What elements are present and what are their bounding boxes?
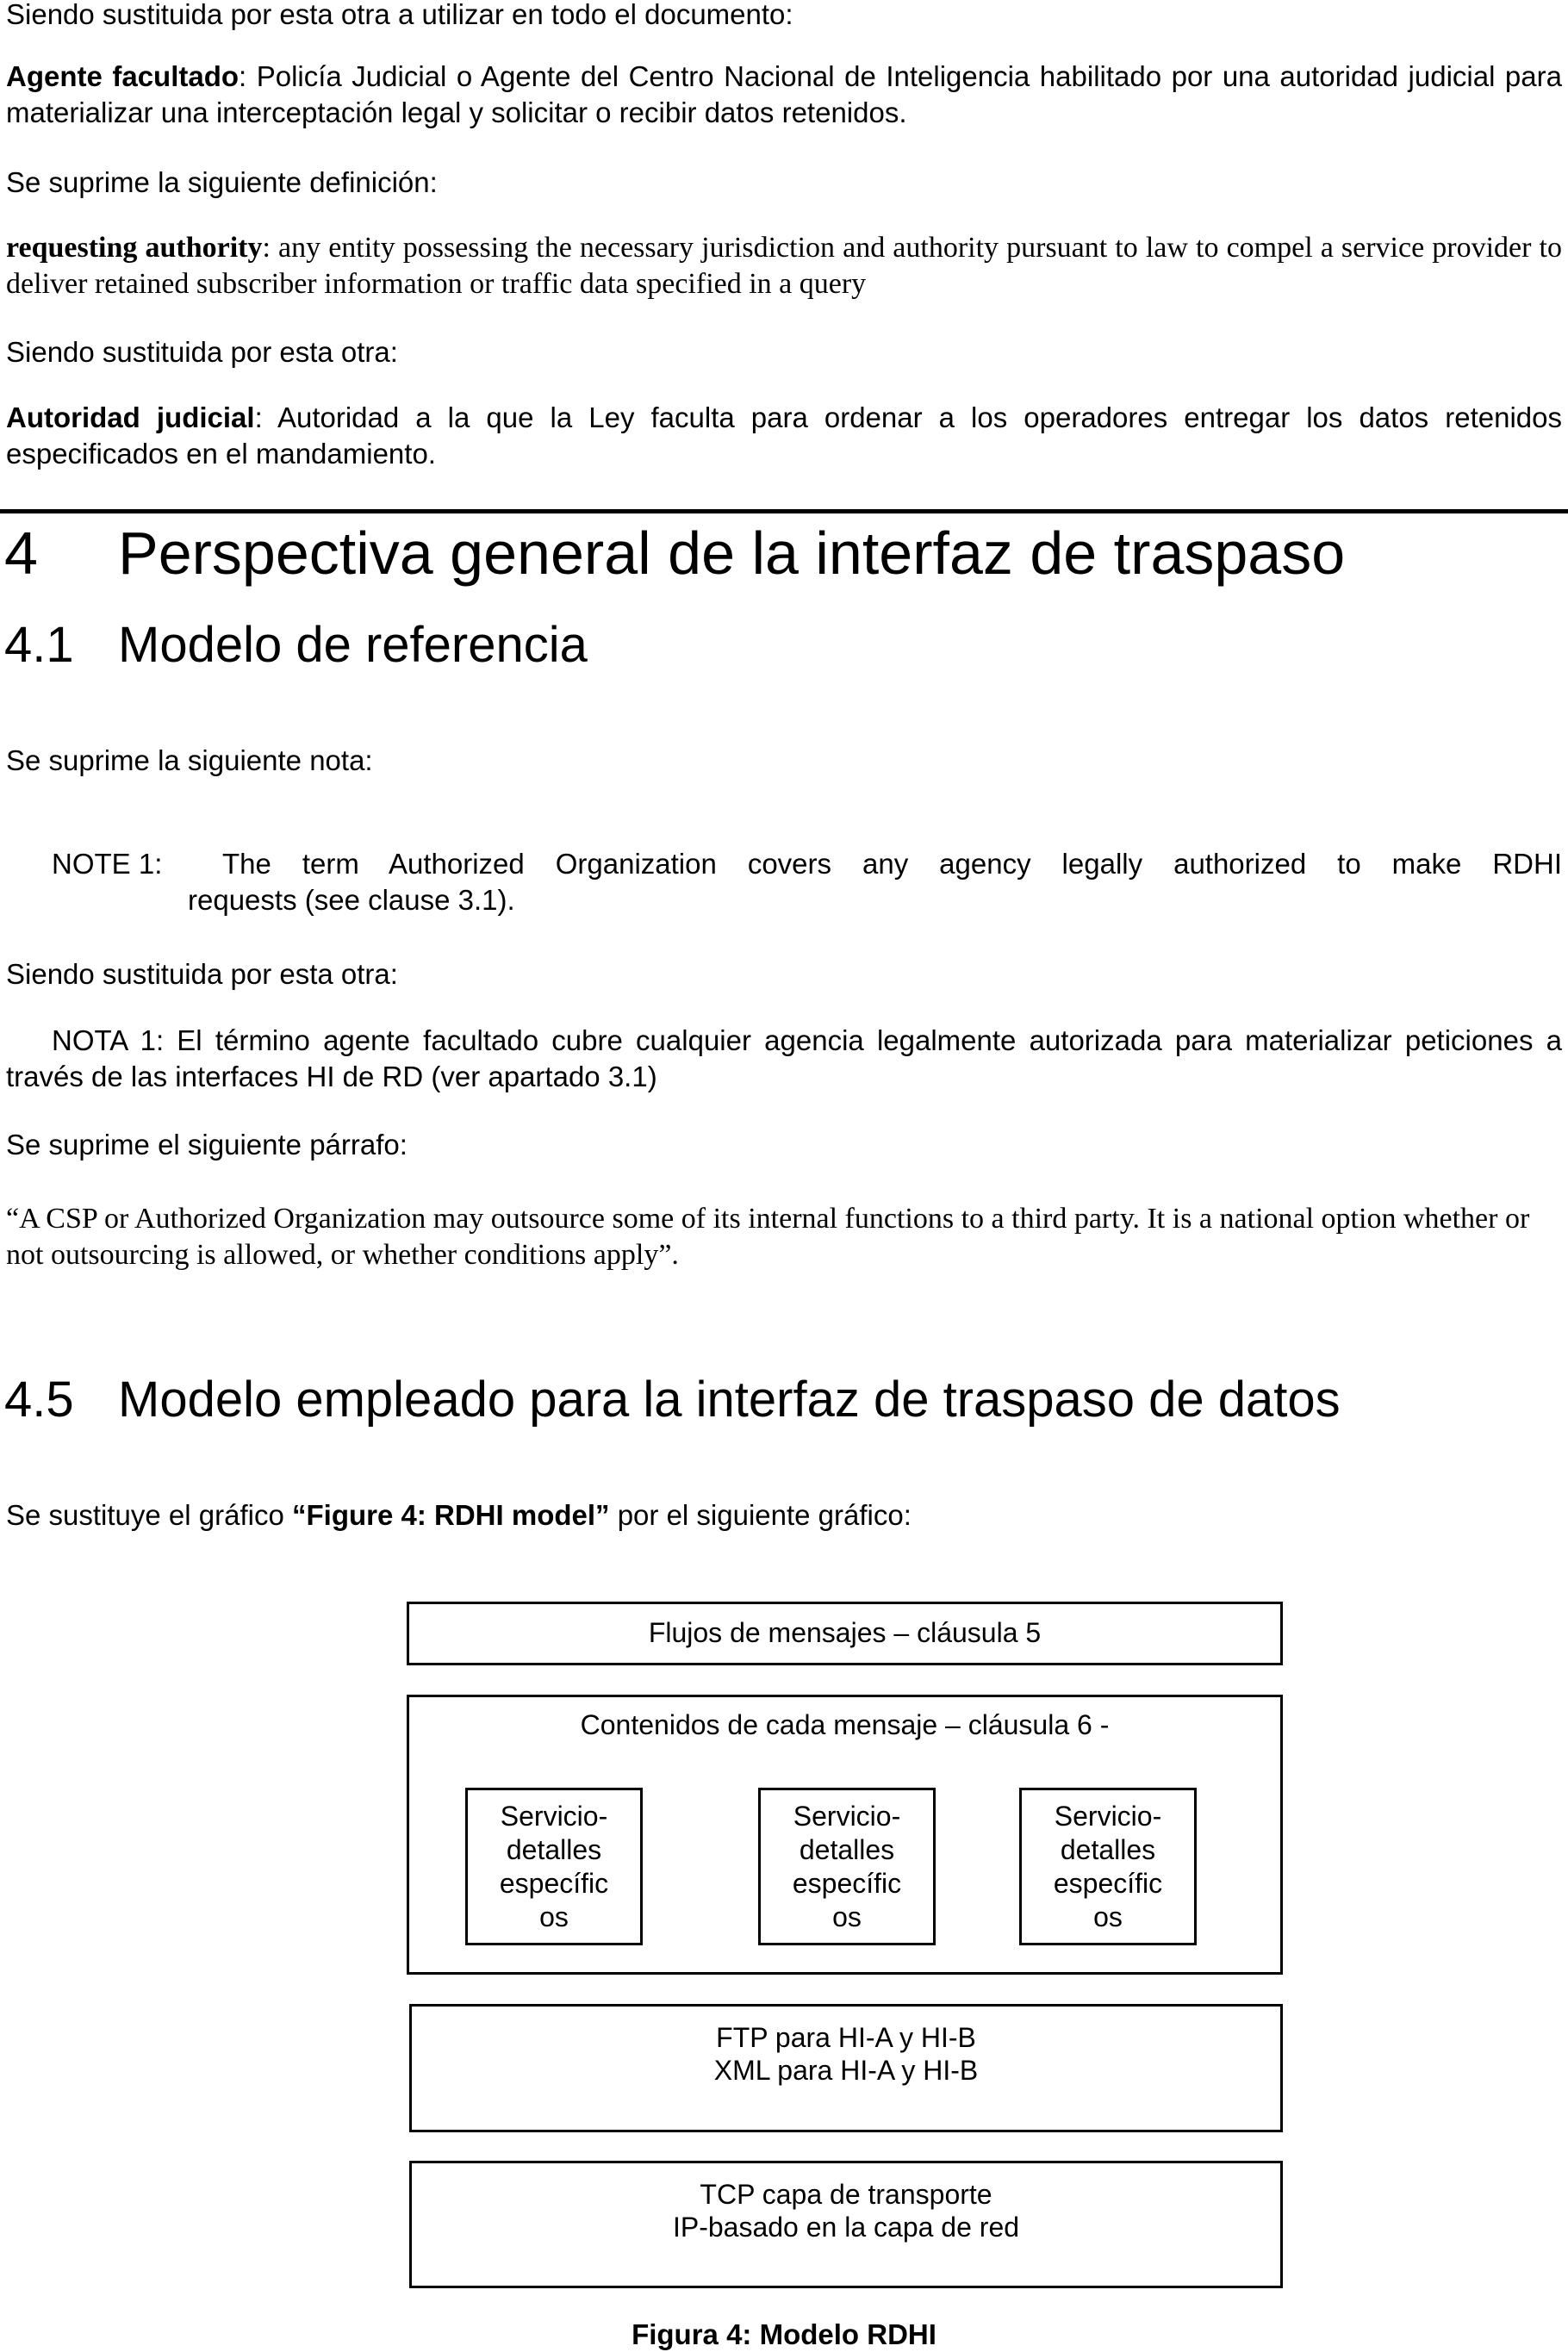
nota-1-paragraph: NOTA 1: El término agente facultado cubre cualquier agencia legalmente autorizada para materializar peticiones a través de las interfaces HI de RD (ver apartado 3.1): [6, 1024, 1562, 1092]
subbox-line: detalles: [506, 1833, 602, 1865]
diagram-subbox-service-details-2: [758, 1788, 936, 1945]
diagram-box-line: XML para HI-A y HI-B: [713, 2055, 979, 2086]
section-rule: [0, 509, 1568, 513]
diagram-subbox-service-details-3: [1019, 1788, 1197, 1945]
suprime-definicion-line: Se suprime la siguiente definición:: [6, 166, 438, 198]
diagram-box-tcp-ip: [409, 2161, 1283, 2288]
definition-term: Autoridad judicial: [6, 401, 255, 433]
subbox-line: Servicio-: [500, 1800, 608, 1832]
note-1-line-2: requests (see clause 3.1).: [188, 884, 515, 916]
sustituye-grafico-line: [6, 1497, 1562, 1534]
section-number: 4: [4, 520, 38, 587]
sustituye-text-before: Se sustituye el gráfico: [6, 1499, 292, 1531]
subbox-line: Servicio-: [793, 1800, 901, 1832]
intro-line: Siendo sustituida por esta otra a utilizar en todo el documento:: [6, 0, 793, 30]
subbox-line: os: [539, 1901, 569, 1932]
diagram-box-line: TCP capa de transporte: [700, 2179, 992, 2210]
suprime-parrafo-line: Se suprime el siguiente párrafo:: [6, 1129, 408, 1160]
suprime-nota-line: Se suprime la siguiente nota:: [6, 744, 373, 776]
diagram-subbox-service-details-1: [465, 1788, 643, 1945]
subbox-line: específic: [792, 1867, 902, 1899]
sustituye-text-after: por el siguiente gráfico:: [609, 1499, 912, 1531]
section-title: Modelo empleado para la interfaz de traspaso de datos: [118, 1372, 1341, 1428]
subbox-line: detalles: [1060, 1833, 1156, 1865]
sustituida-line-2: Siendo sustituida por esta otra:: [6, 958, 398, 990]
section-title: Modelo de referencia: [118, 617, 588, 673]
diagram-box-ftp-xml: [409, 2004, 1283, 2132]
subbox-line: detalles: [799, 1833, 895, 1865]
section-4-1-heading: [4, 615, 588, 675]
definition-agente-facultado: [6, 59, 1562, 131]
figure-caption: Figura 4: Modelo RDHI: [632, 2318, 936, 2350]
definition-term: Agente facultado: [6, 60, 240, 92]
section-4-5-heading: [4, 1370, 1341, 1430]
quoted-paragraph: “A CSP or Authorized Organization may outsource some of its internal functions to a third party. It is a national option whether or not outsourcing is allowed, or whether conditions apply”.: [6, 1203, 1530, 1271]
note-1-line-1: The term Authorized Organization covers any agency legally authorized to make RDHI: [222, 848, 1562, 880]
subbox-line: específic: [499, 1867, 609, 1899]
diagram-box-message-flows: [407, 1602, 1283, 1665]
section-number: 4.5: [4, 1372, 74, 1428]
definition-text: : Autoridad a la que la Ley faculta para ordenar a los operadores entregar los datos retenidos especificados en el mandamiento.: [6, 401, 1562, 470]
note-1-label: NOTE 1:: [52, 848, 163, 880]
sustituida-line-1: Siendo sustituida por esta otra:: [6, 336, 398, 368]
subbox-line: Servicio-: [1054, 1800, 1162, 1832]
definition-text: : any entity possessing the necessary jurisdiction and authority pursuant to law to compel a service provider to deliver retained subscriber information or traffic data specified in a query: [6, 232, 1562, 300]
section-number: 4.1: [4, 617, 74, 673]
subbox-line: específic: [1053, 1867, 1163, 1899]
definition-term: requesting authority: [6, 232, 263, 264]
diagram-box-line: FTP para HI-A y HI-B: [716, 2022, 976, 2053]
definition-autoridad-judicial: [6, 400, 1562, 472]
section-title: Perspectiva general de la interfaz de traspaso: [118, 520, 1346, 587]
diagram-box-label: Flujos de mensajes – cláusula 5: [648, 1617, 1042, 1648]
diagram-box-line: IP-basado en la capa de red: [672, 2212, 1020, 2243]
diagram-box-label: Contenidos de cada mensaje – cláusula 6 -: [580, 1709, 1110, 1740]
definition-requesting-authority: [6, 230, 1562, 302]
subbox-line: os: [832, 1901, 862, 1932]
section-4-heading: [4, 517, 1345, 589]
subbox-line: os: [1093, 1901, 1123, 1932]
definition-text: : Policía Judicial o Agente del Centro Nacional de Inteligencia habilitado por una autoridad judicial para materializar una interceptación legal y solicitar o recibir datos retenidos.: [6, 60, 1562, 128]
sustituye-figure-name: “Figure 4: RDHI model”: [292, 1499, 610, 1531]
